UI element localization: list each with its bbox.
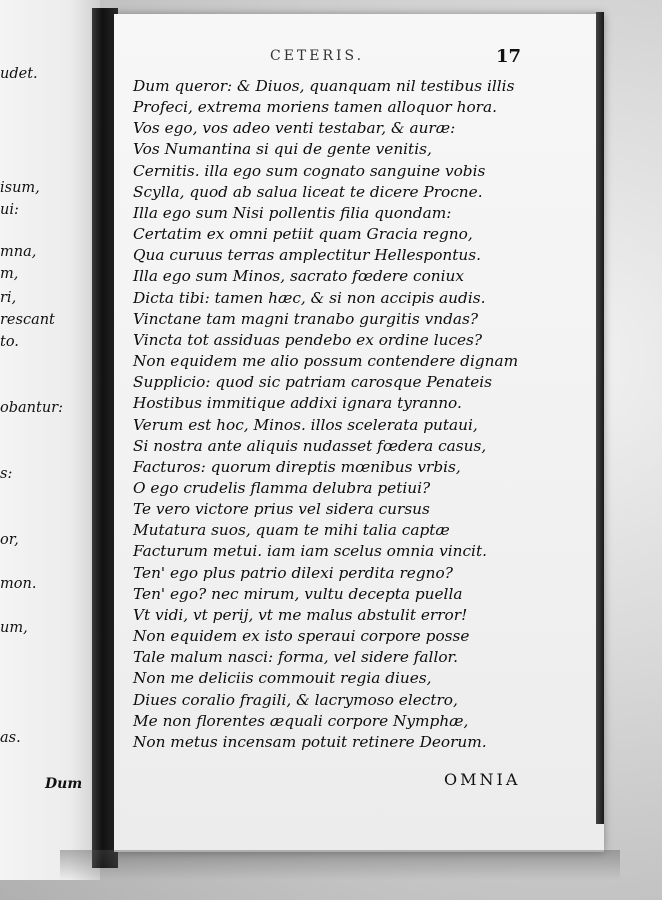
verse-block xyxy=(133,76,518,753)
page-edge-shadow xyxy=(596,12,604,824)
verse-line: Facturum metui. iam iam scelus omnia vincit. xyxy=(133,542,487,561)
left-page-fragment: udet. xyxy=(0,66,38,82)
verse-line: Dum queror: & Diuos, quanquam nil testibus illis xyxy=(133,77,515,95)
left-page-fragment: ui: xyxy=(0,202,19,218)
catchword: OMNIA xyxy=(444,770,521,789)
left-page xyxy=(0,0,100,880)
verse-line: Non equidem me alio possum contendere dignam xyxy=(133,352,519,371)
verse-line: Ten' ego? nec mirum, vultu decepta puella xyxy=(133,584,463,603)
left-page-fragment: mna, xyxy=(0,244,37,260)
verse-line: Hostibus immitique addixi ignara tyranno. xyxy=(133,394,462,413)
left-page-fragment: rescant xyxy=(0,312,55,328)
verse-line: Non me deliciis commouit regia diues, xyxy=(133,669,432,688)
verse-line: Facturos: quorum direptis mœnibus vrbis, xyxy=(133,457,461,476)
verse-line: O ego crudelis flamma delubra petiui? xyxy=(133,478,431,497)
left-page-fragment: um, xyxy=(0,620,28,636)
verse-line: Vos Numantina si qui de gente venitis, xyxy=(133,140,432,159)
verse-line: Illa ego sum Nisi pollentis filia quondam: xyxy=(133,203,452,222)
verse-line: Illa ego sum Minos, sacrato fœdere coniux xyxy=(133,267,465,286)
verse-line: Si nostra ante aliquis nudasset fœdera casus, xyxy=(133,436,487,455)
verse-line: Vincta tot assiduas pendebo ex ordine luces? xyxy=(133,330,483,349)
bottom-shadow xyxy=(60,850,620,880)
verse-line: Mutatura suos, quam te mihi talia captæ xyxy=(133,521,450,540)
left-page-fragment: m, xyxy=(0,266,19,282)
verse-line: Cernitis. illa ego sum cognato sanguine vobis xyxy=(133,161,486,180)
verse-line: Vt vidi, vt perij, vt me malus abstulit error! xyxy=(133,605,468,624)
verse-line: Verum est hoc, Minos. illos scelerata putaui, xyxy=(133,415,478,434)
left-page-fragment: to. xyxy=(0,334,19,350)
verse-line: Te vero victore prius vel sidera cursus xyxy=(133,500,430,519)
verse-line: Diues coralio fragili, & lacrymoso electro, xyxy=(133,690,458,709)
verse-line: Me non florentes æquali corpore Nymphæ, xyxy=(133,711,469,730)
verse-line: Non metus incensam potuit retinere Deorum. xyxy=(133,732,487,751)
verse-line: Scylla, quod ab salua liceat te dicere Procne. xyxy=(133,182,483,201)
verse-line: Vinctane tam magni tranabo gurgitis vndas? xyxy=(133,309,479,328)
page-number: 17 xyxy=(496,46,522,67)
left-page-fragment: isum, xyxy=(0,180,40,196)
left-page-fragment: obantur: xyxy=(0,400,63,416)
left-page-catchword: Dum xyxy=(45,776,83,792)
verse-line: Vos ego, vos adeo venti testabar, & auræ: xyxy=(133,119,456,138)
left-page-fragment: or, xyxy=(0,532,19,548)
verse-line: Profeci, extrema moriens tamen alloquor hora. xyxy=(133,98,497,117)
verse-line: Non equidem ex isto speraui corpore posse xyxy=(133,627,470,646)
verse-line: Qua curuus terras amplectitur Hellespontus. xyxy=(133,246,481,265)
verse-line: Certatim ex omni petiit quam Gracia regno, xyxy=(133,225,473,244)
verse-line: Ten' ego plus patrio dilexi perdita regno? xyxy=(133,563,453,582)
running-head: CETERIS. xyxy=(270,48,365,64)
left-page-fragment: s: xyxy=(0,466,13,482)
verse-line: Dicta tibi: tamen hæc, & si non accipis audis. xyxy=(133,288,486,307)
left-page-fragment: ri, xyxy=(0,290,17,306)
verse-line: Tale malum nasci: forma, vel sidere fallor. xyxy=(133,648,459,667)
verse-line: Supplicio: quod sic patriam carosque Penateis xyxy=(133,373,493,392)
left-page-fragment: mon. xyxy=(0,576,37,592)
left-page-fragment: as. xyxy=(0,730,21,746)
